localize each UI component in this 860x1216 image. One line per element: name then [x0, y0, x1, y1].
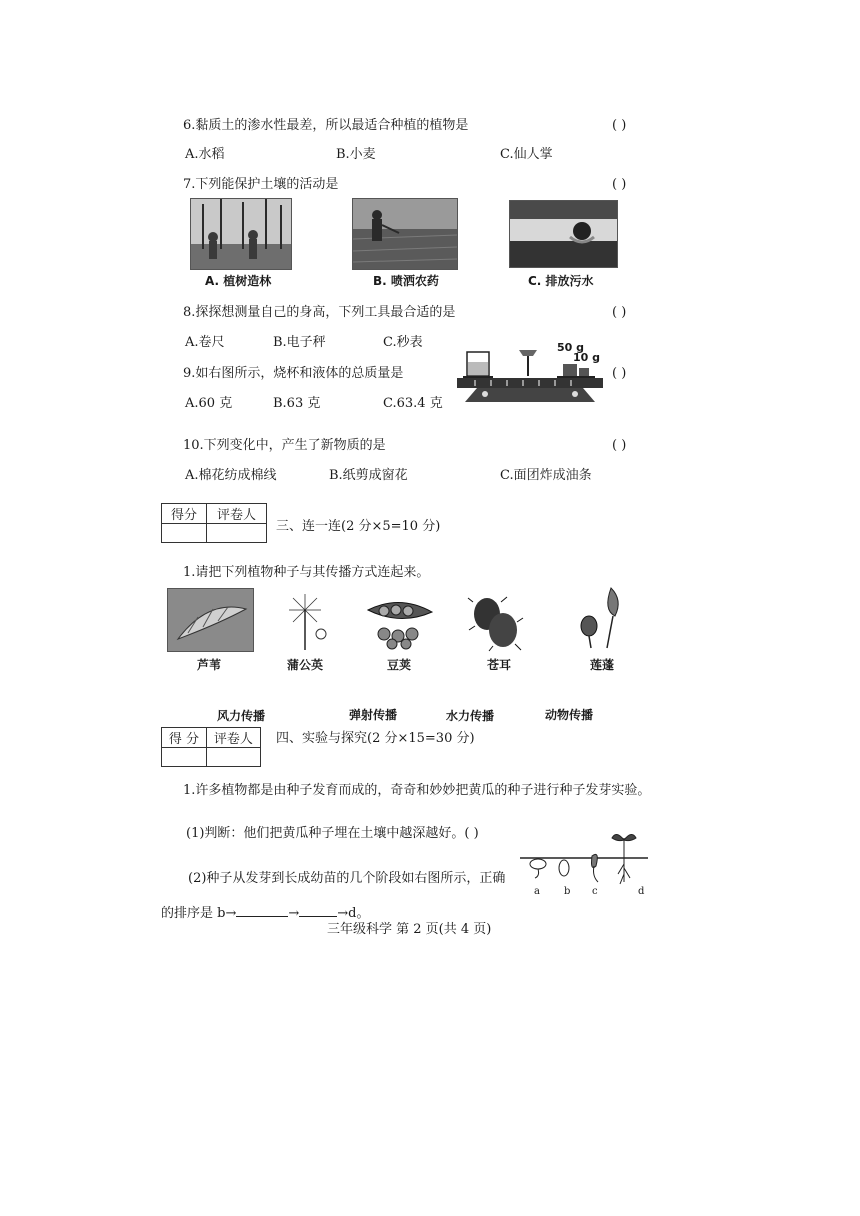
sequence-arrow: →: [288, 906, 300, 921]
q9-option-b: B.63 克: [273, 396, 321, 411]
score-cell[interactable]: [162, 524, 207, 543]
q7-stem: 7.下列能保护土壤的活动是: [183, 177, 339, 192]
q10-option-c: C.面团炸成油条: [500, 468, 592, 483]
section3-q1: 1.请把下列植物种子与其传播方式连起来。: [183, 565, 430, 580]
section4-q1: 1.许多植物都是由种子发育而成的，奇奇和妙妙把黄瓜的种子进行种子发芽实验。: [183, 783, 651, 798]
stage-label-c: c: [592, 886, 598, 897]
score-cell[interactable]: [162, 748, 207, 767]
reed-seed-image: [167, 588, 254, 652]
q9-option-c: C.63.4 克: [383, 396, 443, 411]
weight-label-10g: 10 g: [573, 351, 601, 364]
q6-option-a: A.水稻: [185, 147, 225, 162]
sewage-discharge-photo: [509, 200, 618, 268]
q10-option-a: A.棉花纺成棉线: [185, 468, 277, 483]
plant-label-pea-pod: 豆荚: [387, 658, 412, 672]
pesticide-spraying-photo: [352, 198, 458, 270]
q7-caption-b: B. 喷洒农药: [373, 274, 439, 288]
lotus-pod-image: [577, 586, 625, 652]
q8-option-a: A.卷尺: [185, 335, 225, 350]
dandelion-image: [283, 592, 329, 652]
stage-label-a: a: [534, 886, 540, 897]
section4-title: 四、实验与探究(2 分×15=30 分): [276, 731, 475, 746]
section4-score-table: [161, 727, 261, 767]
tree-planting-photo: [190, 198, 292, 270]
plant-label-dandelion: 蒲公英: [287, 658, 324, 672]
sequence-end: →d。: [337, 906, 370, 921]
stage-label-b: b: [564, 886, 571, 897]
method-ejection[interactable]: 弹射传播: [349, 708, 398, 722]
page-footer: 三年级科学 第 2 页(共 4 页): [327, 922, 492, 937]
stage-label-d: d: [638, 886, 645, 897]
section3-score-table: [161, 503, 267, 543]
grader-cell[interactable]: [207, 524, 267, 543]
q6-answer-paren[interactable]: ( ): [612, 118, 627, 133]
q6-option-c: C.仙人掌: [500, 147, 553, 162]
section4-part2-line2: [161, 904, 369, 922]
seed-germination-diagram: [520, 828, 648, 900]
q8-option-c: C.秒表: [383, 335, 423, 350]
q8-answer-paren[interactable]: ( ): [612, 305, 627, 320]
method-animal[interactable]: 动物传播: [545, 708, 594, 722]
q8-option-b: B.电子秤: [273, 335, 326, 350]
balance-scale-diagram: [455, 342, 605, 410]
plant-label-cocklebur: 苍耳: [487, 658, 512, 672]
cocklebur-image: [465, 592, 525, 652]
q7-caption-c: C. 排放污水: [528, 274, 594, 288]
score-header: 得分: [162, 504, 207, 524]
weight-label-50g: 50 g: [557, 341, 585, 354]
plant-label-reed: 芦苇: [197, 658, 222, 672]
q9-answer-paren[interactable]: ( ): [612, 366, 627, 381]
method-wind[interactable]: 风力传播: [217, 709, 266, 723]
q9-stem: 9.如右图所示，烧杯和液体的总质量是: [183, 366, 404, 381]
q6-stem: 6.黏质土的渗水性最差，所以最适合种植的植物是: [183, 118, 469, 133]
section4-part1: (1)判断：他们把黄瓜种子埋在土壤中越深越好。( ): [186, 826, 479, 841]
section4-part2-line1: (2)种子从发芽到长成幼苗的几个阶段如右图所示，正确: [188, 871, 506, 886]
q10-stem: 10.下列变化中，产生了新物质的是: [183, 438, 386, 453]
sequence-blank-2[interactable]: [299, 904, 337, 917]
q9-option-a: A.60 克: [185, 396, 233, 411]
sequence-start: 的排序是 b→: [161, 906, 237, 921]
grader-header: 评卷人: [206, 728, 260, 748]
grader-cell[interactable]: [206, 748, 260, 767]
q10-option-b: B.纸剪成窗花: [329, 468, 408, 483]
section3-title: 三、连一连(2 分×5=10 分): [276, 519, 441, 534]
method-water[interactable]: 水力传播: [446, 709, 495, 723]
q10-answer-paren[interactable]: ( ): [612, 438, 627, 453]
plant-label-lotus-pod: 莲蓬: [590, 658, 615, 672]
q6-option-b: B.小麦: [336, 147, 376, 162]
q8-stem: 8.探探想测量自己的身高，下列工具最合适的是: [183, 305, 456, 320]
pea-pod-image: [364, 596, 436, 650]
q7-caption-a: A. 植树造林: [205, 274, 272, 288]
score-header: 得 分: [162, 728, 207, 748]
grader-header: 评卷人: [207, 504, 267, 524]
q7-answer-paren[interactable]: ( ): [612, 177, 627, 192]
sequence-blank-1[interactable]: [236, 904, 288, 917]
